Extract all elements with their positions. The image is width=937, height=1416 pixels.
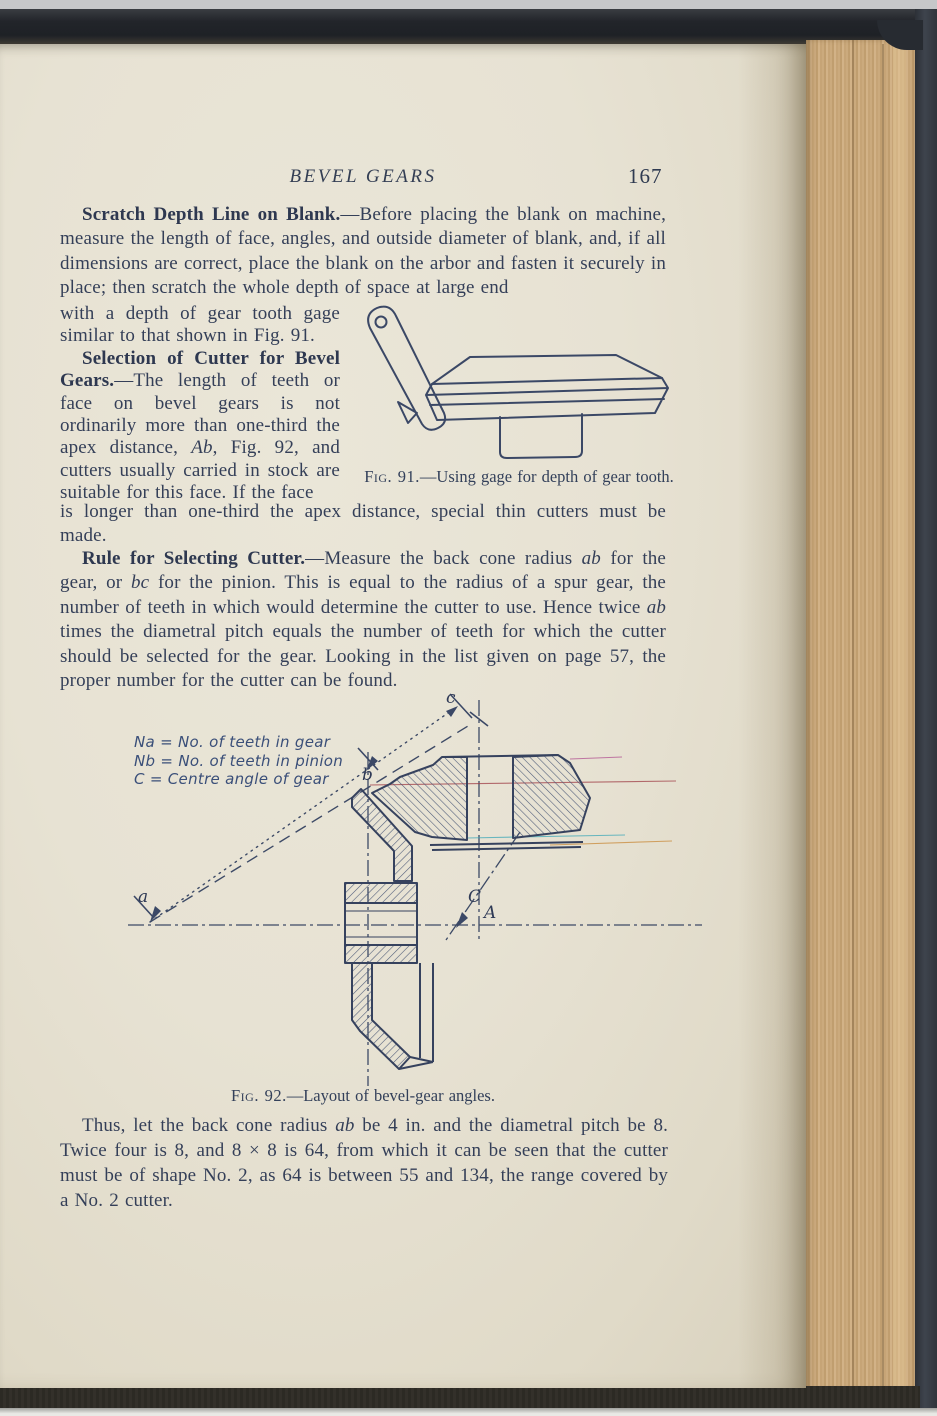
blank-front-edges: [426, 378, 668, 420]
fig92-label-b: b: [362, 765, 373, 785]
paragraph-rule-for-selecting: Rule for Selecting Cutter.—Measure the back cone radius ab for the gear, or bc for the pinion. This is equal to the radius of a spur gear, the number of teeth in which would determine the cutter to use. Hence twice ab times the diametral pitch equals the number of teeth for which the cutter should be selected for the gear. Looking in the list given on page 57, the proper number for the cutter can be found.: [60, 548, 667, 692]
two-column-section: [60, 301, 680, 504]
paragraph-column-continuation: with a depth of gear tooth gage similar to that shown in Fig. 91.: [60, 303, 340, 347]
blank-hub: [500, 414, 582, 458]
figure-91-caption: [358, 467, 680, 486]
fig92-label-a: a: [138, 887, 149, 907]
pinion-hub-upper: [345, 883, 417, 903]
gage-hole: [376, 317, 387, 328]
figure-91: [358, 301, 680, 486]
paragraph-continuation: is longer than one-third the apex distance, special thin cutters must be made.: [60, 501, 666, 547]
figure-92-legend: [134, 733, 364, 789]
legend-line-gear: Na = No. of teeth in gear: [134, 733, 331, 751]
pinion-lower-arm: [352, 963, 410, 1069]
figure-91-caption-label: Fig. 91.: [364, 467, 420, 486]
gear-mounting-face: [430, 842, 583, 850]
paragraph-selection-of-cutter: Selection of Cutter for Bevel Gears.—The length of teeth or face on bevel gears is not ordinarily more than one-third the apex distance, Ab, Fig. 92, and cutters usually carried in stock are suitable for this face. If the face: [60, 347, 340, 504]
pinion-bore-walls: [345, 903, 417, 945]
fringe-magenta: [570, 757, 622, 759]
figure-91-caption-text: —Using gage for depth of gear tooth.: [419, 467, 674, 486]
fig92-label-C: C: [468, 887, 482, 907]
fig91-drawing: [358, 301, 680, 463]
arrow-a: [150, 906, 161, 922]
paragraph-scratch-depth-line: Scratch Depth Line on Blank.—Before placing the blank on machine, measure the length of face, angles, and outside diameter of blank, and, if all dimensions are correct, place the blank on the arbor and fasten it securely in place; then scratch the whole depth of space at large end: [60, 204, 666, 299]
figure-92-caption-label: Fig. 92.: [231, 1086, 287, 1105]
left-text-column: [60, 303, 340, 505]
figure-92-caption: [60, 1086, 666, 1105]
fringe-cyan: [467, 835, 625, 838]
legend-line-centre-angle: C = Centre angle of gear: [134, 770, 329, 788]
gage-tip: [398, 402, 417, 423]
fig92-label-A: A: [484, 903, 497, 923]
gear-section-right: [513, 755, 590, 838]
paragraph-example: Thus, let the back cone radius ab be 4 in. and the diametral pitch be 8. Twice four is 8, and 8 × 8 is 64, from which it can be seen that the cutter must be of shape No. 2, as 64 is between 55 and 134, the range covered by a No. 2 cutter.: [60, 1115, 668, 1211]
pinion-hub-lower: [345, 945, 417, 963]
running-head: BEVEL GEARS: [289, 166, 437, 187]
fig92-label-c: c: [446, 690, 456, 708]
closing-paragraph-wrap: [60, 1113, 668, 1213]
page-number: 167: [628, 164, 663, 188]
figure-92-caption-text: —Layout of bevel-gear angles.: [286, 1086, 495, 1105]
legend-line-pinion: Nb = No. of teeth in pinion: [134, 751, 344, 770]
pinion-bore-keyline: [345, 911, 417, 937]
